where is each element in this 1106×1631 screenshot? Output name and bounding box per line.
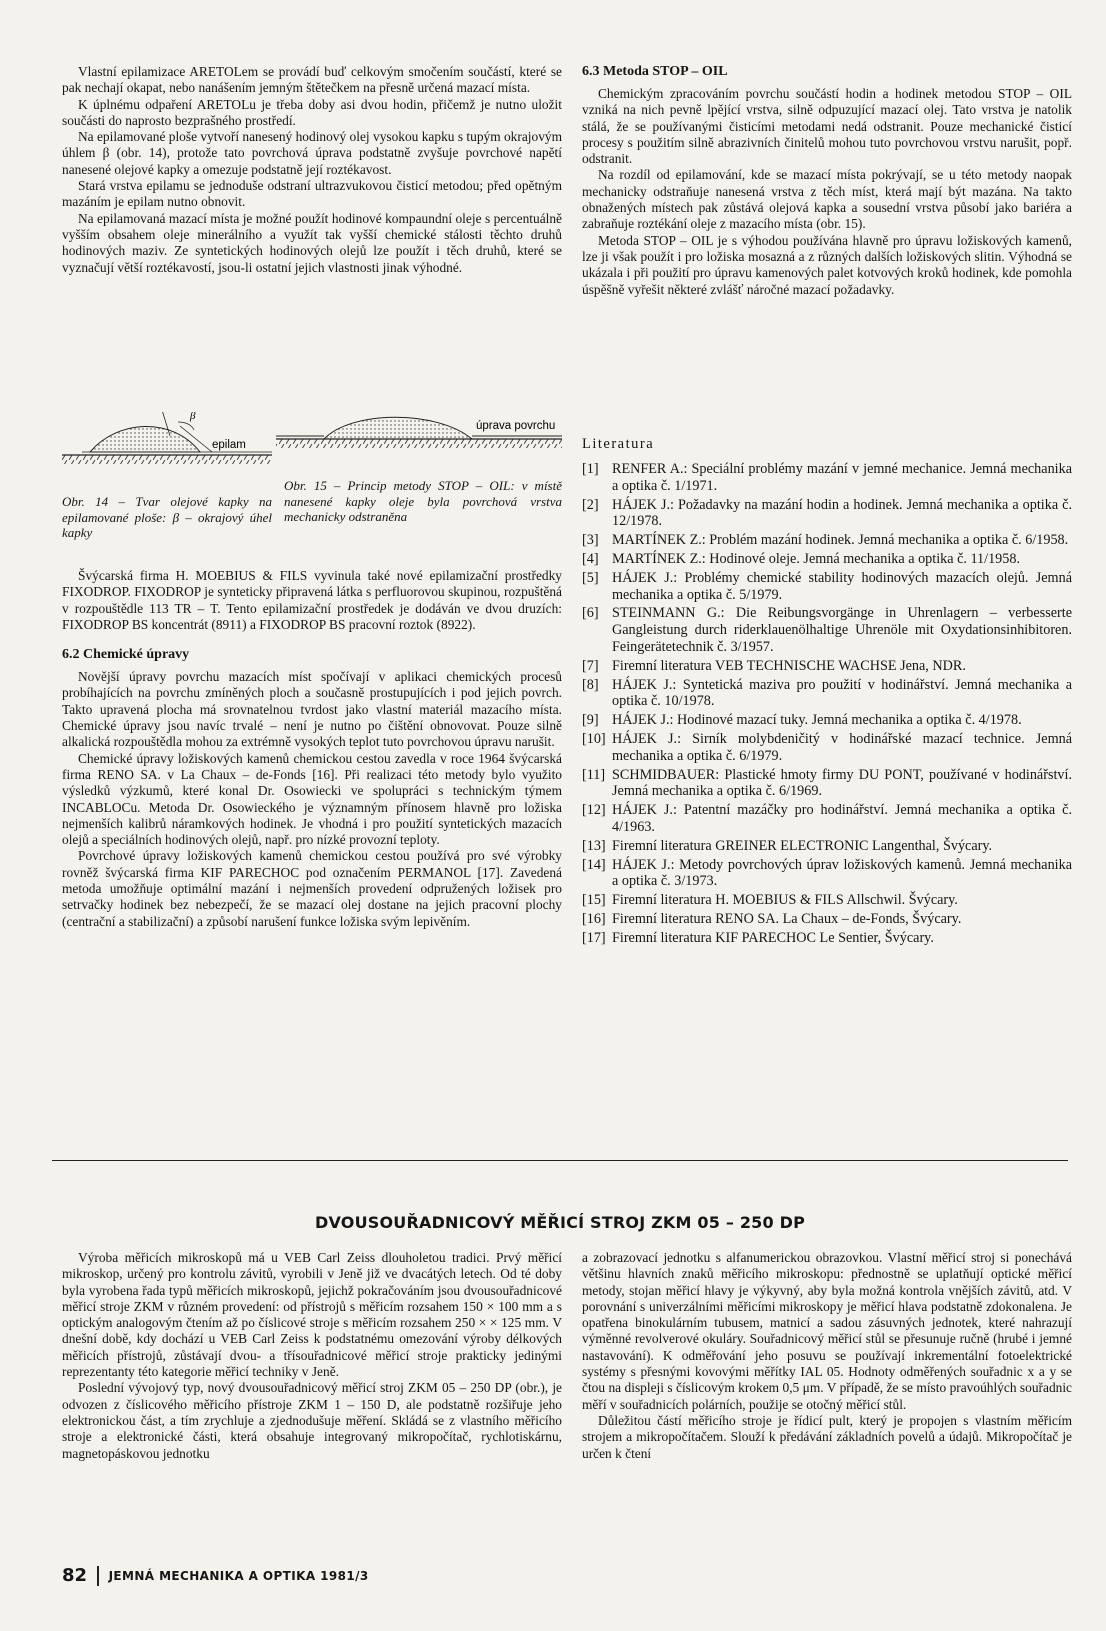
reference-item [582,497,1072,531]
reference-list [582,461,1072,947]
reference-number: [4] [582,550,599,567]
paragraph: Poslední vývojový typ, nový dvousouřadnicový měřicí stroj ZKM 05 – 250 DP (obr.), je odvozen z číslicového měřicího přístroje ZKM 1 – 150 D, ale podstatně rozšiřuje jeho elektronickou část, a tím zrychluje a zjednodušuje měření. Skládá se z vlastního měřicího stroje a elektronické části, která obsahuje integrovaný mikropočítač, rychlotiskárnu, magnetopáskovou jednotku [62,1380,562,1461]
reference-number: [6] [582,605,599,622]
reference-number: [2] [582,496,599,513]
section-divider [52,1160,1068,1161]
reference-item [582,532,1072,549]
reference-text: SCHMIDBAUER: Plastické hmoty firmy DU PONT, používané v hodinářství. Jemná mechanika a optika č. 6/1969. [612,766,1072,800]
page-footer [62,1565,369,1586]
reference-item [582,930,1072,947]
reference-item [582,712,1072,729]
reference-text: MARTÍNEK Z.: Hodinové oleje. Jemná mechanika a optika č. 11/1958. [612,550,1020,567]
article-title: DVOUSOUŘADNICOVÝ MĚŘICÍ STROJ ZKM 05 – 250 DP [314,1213,806,1232]
reference-item [582,892,1072,909]
reference-item [582,570,1072,604]
epilam-label: epilam [212,439,246,451]
paragraph: Důležitou částí měřicího stroje je řídicí pult, který je propojen s vlastním měřicím strojem a mikropočítačem. Slouží k předávání základních povelů a údajů. Mikropočítač je určen k čtení [582,1412,1072,1461]
reference-text: HÁJEK J.: Hodinové mazací tuky. Jemná mechanika a optika č. 4/1978. [612,712,1022,729]
reference-text: HÁJEK J.: Požadavky na mazání hodin a hodinek. Jemná mechanika a optika č. 12/1978. [612,496,1072,530]
reference-number: [7] [582,657,599,674]
literature-section [582,436,1072,949]
reference-text: MARTÍNEK Z.: Problém mazání hodinek. Jemná mechanika a optika č. 6/1958. [612,532,1069,549]
reference-text: HÁJEK J.: Syntetická maziva pro použití v hodinářství. Jemná mechanika a optika č. 10/1978. [612,676,1072,710]
paragraph: Vlastní epilamizace ARETOLem se provádí buď celkovým smočením součástí, které se pak nechají okapat, nebo nanášením jemným štětečkem na přesně určená mazací místa. [62,64,562,96]
reference-text: Firemní literatura KIF PARECHOC Le Sentier, Švýcary. [612,929,934,946]
figure-14-drawing [62,412,272,464]
reference-text: Firemní literatura VEB TECHNISCHE WACHSE Jena, NDR. [612,657,966,674]
paragraph: Stará vrstva epilamu se jednoduše odstraní ultrazvukovou čisticí metodou; před opětným mazáním je epilam nutno obnovit. [62,178,562,210]
surface-treatment-label: úprava povrchu [476,420,556,432]
reference-number: [9] [582,712,599,729]
paragraph: Chemickým zpracováním povrchu součástí hodin a hodinek metodou STOP – OIL vzniká na nich pevně lpějící vrstva, silně odpuzující mazací olej. Tato vrstva je natolik stálá, že se používanými čisticími metodami nedá odstranit. Pouze mechanické čisticí procesy s použitím silně abrazivních činitelů mohou tuto povrchovou vrstvu narušit, popř. odstranit. [582,86,1072,167]
reference-number: [14] [582,856,606,873]
left-column-top [62,64,562,276]
reference-item [582,658,1072,675]
reference-number: [1] [582,461,599,477]
page-number: 82 [62,1565,88,1586]
footer-divider [97,1566,99,1586]
reference-item [582,461,1072,495]
section-heading: 6.2 Chemické úpravy [62,647,190,663]
reference-item [582,857,1072,891]
reference-text: Firemní literatura RENO SA. La Chaux – de-Fonds, Švýcary. [612,910,962,927]
figure-drawings [62,412,562,482]
paragraph: Povrchové úpravy ložiskových kamenů chemickou cestou používá pro své výrobky rovněž švýcarská firma KIF PARECHOC pod označením PERMANOL [17]. Zavedená metoda umožňuje optimální mazání i nejmenších provedení odpružených ložisek pro setrvačky hodinek bez nebezpečí, že se mazací olej dostane na jejich pracovní plochy (centrační a stabilizační) a způsobí narušení funkce ložiska svým lepivěním. [62,848,562,929]
reference-text: HÁJEK J.: Problémy chemické stability hodinových mazacích olejů. Jemná mechanika a optika č. 5/1979. [612,569,1072,603]
paragraph: Novější úpravy povrchu mazacích míst spočívají v aplikaci chemických procesů probíhajících na povrchu zmíněných ploch a současně prostupujících i pod jejich povrch. Takto upravená plocha má srovnatelnou tvrdost jako vlastní materiál mazacího místa. Chemické úpravy jsou navíc trvalé – není je nutno po čištění obnovovat. Pouze silně alkalická rozpouštědla mohou za extrémně vysokých teplot tuto povrchovou úpravu narušit. [62,669,562,750]
right-column-top [582,64,1072,298]
literature-title: Literatura [582,436,655,452]
figure-14-caption: Obr. 14 – Tvar olejové kapky na epilamované ploše: β – okrajový úhel kapky [62,494,272,540]
figure-15-caption: Obr. 15 – Princip metody STOP – OIL: v místě nanesené kapky oleje byla povrchová vrstva mechanicky odstraněna [284,478,562,524]
reference-text: Firemní literatura H. MOEBIUS & FILS Allschwil. Švýcary. [612,892,958,909]
paragraph: Švýcarská firma H. MOEBIUS & FILS vyvinula také nové epilamizační prostředky FIXODROP. FIXODROP je synteticky připravená látka s perfluorovou skupinou, rozpuštěná v rozpouštědle 113 TR – T. Tento epilamizační prostředek je dodáván ve dvou druzích: FIXODROP BS koncentrát (8911) a FIXODROP BS pracovní roztok (8922). [62,568,562,632]
reference-number: [11] [582,766,606,783]
reference-number: [16] [582,910,606,927]
paragraph: a zobrazovací jednotku s alfanumerickou obrazovkou. Vlastní měřicí stroj si ponechává většinu hlavních znaků měřicího mikroskopu: přednostně se uplatňují optické měřicí metody, stojan měřicí hlavy je výkyvný, aby byla možná kontrola vnějších závitů, atd. V porovnání s univerzálními měřicími mikroskopy je měřicí hlava podstatně zdokonalena. Je opatřena binokulárním tubusem, matnicí a sadou zásuvných jednotek, které nahrazují výměnné revolverové okuláry. Souřadnicový měřicí stůl se přesunuje ručně (hrubé i jemné nastavování). K odměřování jeho posuvu se používají inkrementální fotoelektrické systémy s přesnými kovovými měřítky IAL 05. Hodnoty odměřených souřadnic x a y se čtou na displeji s číslicovým krokem 0,5 μm. V případě, že se místo pravoúhlých souřadnic měří v souřadnicích polárních, použije se otočný měřicí stůl. [582,1250,1072,1412]
paragraph: Výroba měřicích mikroskopů má u VEB Carl Zeiss dlouholetou tradici. Prvý měřicí mikroskop, určený pro kontrolu závitů, vyrobili v Jeně již ve dvacátých letech. Od té doby byla vyrobena řada typů měřicích mikroskopů, jejichž pokračováním jsou dvousouřadnicové měřicí stroje ZKM v různém provedení: od přístrojů s měřicím rozsahem 150 × 100 mm a s optickým analogovým čtením až po číslicové stroje s měřicím rozsahem 250 × × 125 mm. V dnešní době, kdy dochází u VEB Carl Zeiss k podstatnému omezování výroby délkových měřicích přístrojů, zůstávají dvou- a třísouřadnicové měřicí stroje prakticky jedinými reprezentanty této kategorie měřicí techniky v Jeně. [62,1250,562,1380]
reference-number: [17] [582,929,606,946]
paragraph: Na epilamované ploše vytvoří nanesený hodinový olej vysokou kapku s tupým okrajovým úhlem β (obr. 14), protože tato povrchová úprava podstatně zvyšuje povrchové napětí nanesené olejové kapky a omezuje podstatně její roztékavost. [62,129,562,177]
reference-text: Firemní literatura GREINER ELECTRONIC Langenthal, Švýcary. [612,837,993,854]
reference-item [582,731,1072,765]
reference-number: [10] [582,730,606,747]
reference-number: [15] [582,892,606,909]
section-heading: 6.3 Metoda STOP – OIL [582,64,728,79]
reference-item [582,802,1072,836]
paragraph: K úplnému odpaření ARETOLu je třeba doby asi dvou hodin, přičemž je nutno uložit součásti do naprosto bezprašného prostředí. [62,96,562,128]
journal-name: JEMNÁ MECHANIKA A OPTIKA 1981/3 [108,1568,369,1583]
reference-text: HÁJEK J.: Sirník molybdeničitý v hodinářské mazací technice. Jemná mechanika a optika č. 6/1979. [612,730,1072,764]
figure-15-drawing [276,417,562,448]
reference-item [582,911,1072,928]
reference-item [582,767,1072,801]
reference-item [582,677,1072,711]
reference-number: [13] [582,837,606,854]
paragraph: Na epilamovaná mazací místa je možné použít hodinové kompaundní oleje s percentuálně vyšším obsahem oleje minerálního a využít tak vyšší chemické stálosti těchto druhů hodinových maziv. Ze syntetických hodinových olejů lze použít i těch druhů, které se vyznačují větší roztékavostí, jsou-li ostatní jejich vlastnosti jinak výhodné. [62,210,562,275]
reference-text: RENFER A.: Speciální problémy mazání v jemné mechanice. Jemná mechanika a optika č. 1/1971. [612,461,1072,494]
paragraph: Metoda STOP – OIL je s výhodou používána hlavně pro úpravu ložiskových kamenů, lze ji však použít i pro ložiska mosazná a z různých dalších ložiskových slitin. Výhodná se ukázala i při použití pro úpravu kamenových palet kotvových kroků hodinek, kde pomohla úspěšně vyřešit některé zvlášť náročné mazací požadavky. [582,232,1072,297]
beta-label: β [190,412,196,422]
reference-item [582,551,1072,568]
paragraph: Na rozdíl od epilamování, kde se mazací místa pokrývají, se u této metody naopak mechanicky odstraňuje nanesená vrstva z těch míst, která mají být mazána. Na takto obnažených místech pak zůstává olejová kapka a sousední vrstva působí jako bariéra a zabraňuje roztékání oleje z mazacího místa (obr. 15). [582,167,1072,232]
reference-number: [8] [582,676,599,693]
article2-left-column [62,1250,562,1462]
reference-text: STEINMANN G.: Die Reibungsvorgänge in Uhrenlagern – verbesserte Gangleistung durch riderklauenölhaltige Uhrenöle mit Oxydationsinhibitoren. Feingerätetechnik č. 3/1957. [612,605,1072,655]
paragraph: Chemické úpravy ložiskových kamenů chemickou cestou zavedla v roce 1964 švýcarská firma RENO SA. v La Chaux – de-Fonds [16]. Při realizaci této metody bylo využito výsledků výzkumů, které konal Dr. Osowiecki ve spolupráci s technickým týmem INCABLOCu. Metoda Dr. Osowieckého je významným přínosem hlavně pro ložiska nejmenších kalibrů náramkových hodinek. Je vhodná i pro použití syntetických mazacích olejů a speciálních hodinových olejů, např. pro nízké provozní teploty. [62,750,562,848]
reference-number: [5] [582,569,599,586]
reference-item [582,605,1072,655]
figures-area [62,412,562,562]
left-column-mid [62,568,562,930]
reference-item [582,838,1072,855]
reference-number: [3] [582,532,599,549]
reference-number: [12] [582,802,606,819]
reference-text: HÁJEK J.: Patentní mazáčky pro hodinářství. Jemná mechanika a optika č. 4/1963. [612,802,1072,835]
article2-right-column [582,1250,1072,1462]
reference-text: HÁJEK J.: Metody povrchových úprav ložiskových kamenů. Jemná mechanika a optika č. 3/1973. [612,856,1072,890]
